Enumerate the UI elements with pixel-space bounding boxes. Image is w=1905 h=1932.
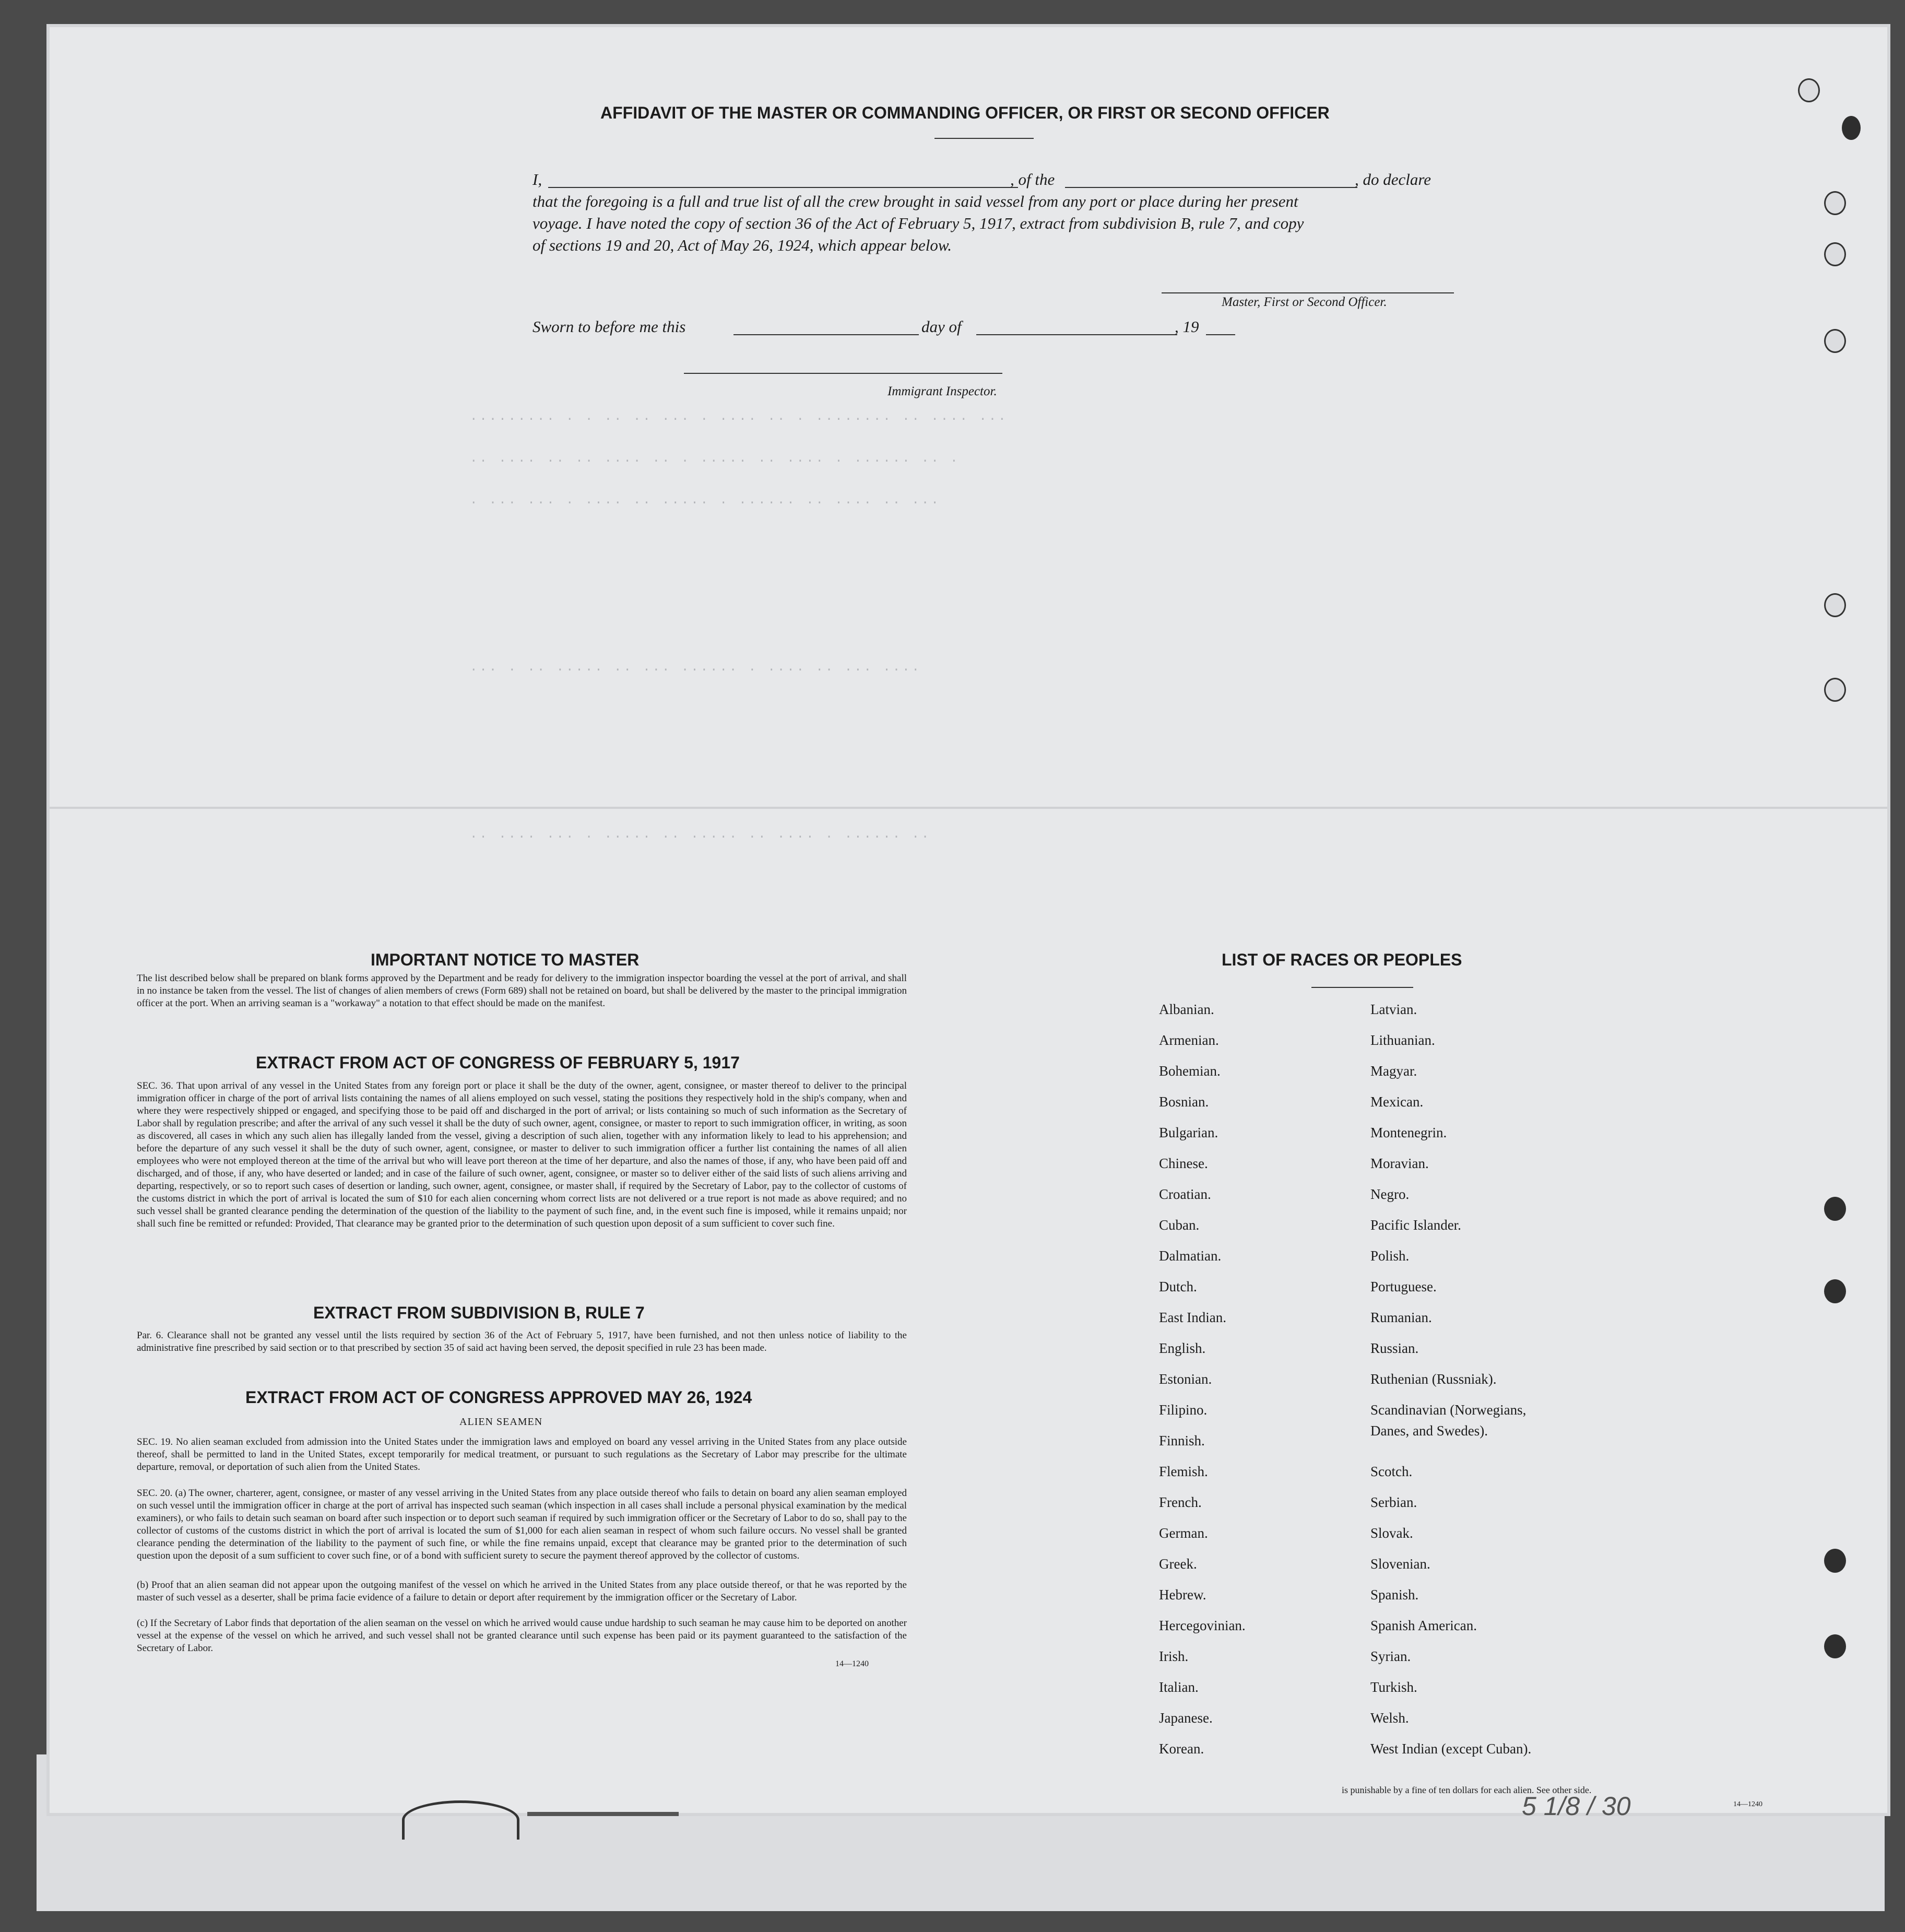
left-item: Dutch. bbox=[1159, 1279, 1197, 1294]
left-item: Albanian. bbox=[1159, 1002, 1214, 1017]
affidavit-i: I, bbox=[533, 170, 542, 189]
left-item: Filipino. bbox=[1159, 1402, 1208, 1418]
bleed-through-row: ········· · · ·· ·· ··· · ···· ·· · ········ ·· ···· ··· bbox=[470, 413, 1008, 427]
notice-body: The list described below shall be prepared on blank forms approved by the Department and be ready for delivery to the immigration inspector boarding the vessel at the port of arrival, and shall in no instance be taken from the vessel. The list of changes of alien members of crews (Form 689) shall not be retained on board, but shall be delivered by the master to the principal immigration officer at the port. When an arriving seaman is a "workaway" a notation to that effect should be made on the manifest. bbox=[137, 973, 907, 1009]
races-title: LIST OF RACES OR PEOPLES bbox=[1222, 950, 1462, 969]
right-item: Pacific Islander. bbox=[1370, 1217, 1461, 1233]
binder-hole bbox=[1842, 116, 1861, 140]
right-item: West Indian (except Cuban). bbox=[1370, 1741, 1532, 1757]
fine-note: is punishable by a fine of ten dollars for each alien. See other side. bbox=[1342, 1785, 1592, 1795]
right-item: Negro. bbox=[1370, 1186, 1410, 1202]
left-item: Finnish. bbox=[1159, 1433, 1205, 1448]
left-item: Dalmatian. bbox=[1159, 1248, 1222, 1264]
binder-hole bbox=[1824, 678, 1846, 702]
right-item: Portuguese. bbox=[1370, 1279, 1437, 1294]
right-item: Mexican. bbox=[1370, 1094, 1424, 1110]
right-item: Latvian. bbox=[1370, 1002, 1417, 1017]
subdivision-title: EXTRACT FROM SUBDIVISION B, RULE 7 bbox=[313, 1303, 645, 1322]
sworn-label: Sworn to before me this bbox=[533, 317, 686, 336]
right-item: Polish. bbox=[1370, 1248, 1410, 1264]
affidavit-title: AFFIDAVIT OF THE MASTER OR COMMANDING OFFICER, OR FIRST OR SECOND OFFICER bbox=[600, 103, 1330, 122]
right-item: Turkish. bbox=[1370, 1679, 1417, 1695]
extract-1924-title: EXTRACT FROM ACT OF CONGRESS APPROVED MAY 26, 1924 bbox=[245, 1388, 752, 1407]
bleed-through-row: · ··· ··· · ···· ·· ····· · ······ ·· ···· ·· ··· bbox=[470, 496, 941, 510]
subdivision-body: Par. 6. Clearance shall not be granted any vessel until the lists required by section 36 of the Act of February 5, 1917, have been furnished, and not then unless notice of liability to the administrative fine prescribed by said section or to that prescribed by section 35 of said act having been served, the deposit specified in rule 23 has been made. bbox=[137, 1330, 907, 1353]
handwritten-number: 5 1/8 / 30 bbox=[1522, 1792, 1631, 1821]
title-rule bbox=[934, 138, 1034, 139]
affidavit-line2: voyage. I have noted the copy of section 36 of the Act of February 5, 1917, extract from subdivision B, rule 7, and copy bbox=[533, 214, 1304, 232]
left-item: Bulgarian. bbox=[1159, 1125, 1218, 1140]
left-item: Cuban. bbox=[1159, 1217, 1200, 1233]
sec19-body: SEC. 19. No alien seaman excluded from admission into the United States under the immigration laws and employed on board any vessel arriving in the United States from any place outside thereof, shall be permitted to land in the United States, except temporarily for medical treatment, or pursuant to such regulations as the Secretary of Labor may prescribe for the ultimate departure, removal, or deportation of such alien from the United States. bbox=[137, 1436, 907, 1472]
sworn-month-blank[interactable] bbox=[976, 334, 1177, 335]
binder-hole bbox=[1824, 191, 1846, 215]
sec20c-body: (c) If the Secretary of Labor finds that deportation of the alien seaman on the vessel on which he arrived would cause undue hardship to such seaman he may cause him to be deported on another vessel at the expense of the vessel on which he arrived, and such vessel shall not be granted clearance until such expense has been paid or its payment guaranteed to the satisfaction of the Secretary of Labor. bbox=[137, 1618, 907, 1654]
right-item: Spanish. bbox=[1370, 1587, 1419, 1603]
left-item: East Indian. bbox=[1159, 1310, 1226, 1325]
left-item: Italian. bbox=[1159, 1679, 1199, 1695]
bleed-through-row: ·· ···· ··· · ····· ·· ····· ·· ···· · ······ ·· bbox=[470, 830, 931, 844]
affidavit-of-the: , of the bbox=[1010, 170, 1055, 189]
left-item: Irish. bbox=[1159, 1648, 1189, 1664]
binder-hole bbox=[1824, 593, 1846, 617]
left-item: Hebrew. bbox=[1159, 1587, 1206, 1603]
right-item: Slovenian. bbox=[1370, 1556, 1430, 1572]
master-signature-label: Master, First or Second Officer. bbox=[1222, 295, 1387, 309]
affidavit-line1: that the foregoing is a full and true list of all the crew brought in said vessel from any port or place during her present bbox=[533, 192, 1298, 210]
year-blank[interactable] bbox=[1206, 334, 1235, 335]
left-item: Bosnian. bbox=[1159, 1094, 1209, 1110]
stamp-bar bbox=[527, 1812, 679, 1816]
right-item: Scandinavian (Norwegians, bbox=[1370, 1402, 1527, 1418]
left-item: Bohemian. bbox=[1159, 1063, 1221, 1079]
right-item: Ruthenian (Russniak). bbox=[1370, 1371, 1497, 1387]
alien-seamen-subtitle: ALIEN SEAMEN bbox=[459, 1416, 543, 1428]
left-item: German. bbox=[1159, 1525, 1208, 1541]
left-item: Hercegovinian. bbox=[1159, 1618, 1246, 1633]
right-item: Danes, and Swedes). bbox=[1370, 1423, 1488, 1439]
left-item: Greek. bbox=[1159, 1556, 1197, 1572]
right-item: Magyar. bbox=[1370, 1063, 1417, 1079]
binder-hole bbox=[1824, 1279, 1846, 1303]
extract-1917-body: SEC. 36. That upon arrival of any vessel in the United States from any foreign port or place it shall be the duty of the owner, agent, consignee, or master thereof to deliver to the principal immigration officer in charge of the port of arrival lists containing the names of all aliens employed on such vessel, stating the positions they respectively hold in the ship's company, when and where they were respectively shipped or engaged, and specifying those to be paid off and discharged in the port of arrival; or lists containing so much of such information as the Secretary of Labor shall by regulation prescribe; and after the arrival of any such vessel it shall be the duty of such owner, agent, consignee, or master to report to such immigration officer, in writing, as soon as discovered, all cases in which any such alien has illegally landed from the vessel, giving a description of such alien, together with any information likely to lead to his apprehension; and before the departure of any such vessel it shall be the duty of such owner, agent, consignee, or master to deliver to such immigration officer a further list containing the names of all alien employees who were not employed thereon at the time of the arrival but who will leave port thereon at the time of her departure, and also the names of those, if any, who have been paid off and discharged, and of those, if any, who have deserted or landed; and in case of the failure of such owner, agent, consignee, or master so to deliver either of the said lists of such aliens arriving and departing, respectively, or so to report such cases of desertion or landing, such owner, agent, consignee, or master shall, if required by the Secretary of Labor, pay to the collector of customs of the customs district in which the port of arrival is located the sum of $10 for each alien concerning whom correct lists are not delivered or a true report is not made as above required; and no such vessel shall be granted clearance pending the determination of the question of the liability to the payment of such fine, and, in the event such fine is imposed, while it remains unpaid; nor shall such fine be remitted or refunded: Provided, That clearance may be granted prior to the determination of such question upon deposit of a sum sufficient to cover such fine. bbox=[137, 1080, 907, 1229]
stamp-seal bbox=[402, 1800, 519, 1840]
left-item: Armenian. bbox=[1159, 1032, 1219, 1048]
left-item: Chinese. bbox=[1159, 1156, 1208, 1171]
binder-hole bbox=[1824, 1634, 1846, 1658]
form-number: 14—1240 bbox=[835, 1659, 869, 1668]
affidavit-line3: of sections 19 and 20, Act of May 26, 1924, which appear below. bbox=[533, 236, 952, 254]
binder-hole bbox=[1824, 329, 1846, 353]
page-fold bbox=[50, 807, 1887, 809]
left-item: Japanese. bbox=[1159, 1710, 1213, 1726]
bleed-through-row: ··· · ·· ····· ·· ··· ······ · ···· ·· ··· ···· bbox=[470, 663, 921, 677]
left-item: Korean. bbox=[1159, 1741, 1204, 1757]
right-item: Russian. bbox=[1370, 1340, 1419, 1356]
right-item: Welsh. bbox=[1370, 1710, 1409, 1726]
right-item: Serbian. bbox=[1370, 1494, 1417, 1510]
affidavit-do-declare: , do declare bbox=[1355, 170, 1431, 189]
left-item: Flemish. bbox=[1159, 1464, 1208, 1479]
name-blank[interactable] bbox=[548, 187, 1018, 188]
sworn-day-blank[interactable] bbox=[733, 334, 919, 335]
races-rule bbox=[1311, 987, 1413, 988]
right-item: Syrian. bbox=[1370, 1648, 1411, 1664]
binder-hole bbox=[1798, 78, 1820, 102]
right-item: Rumanian. bbox=[1370, 1310, 1432, 1325]
binder-hole bbox=[1824, 1549, 1846, 1573]
footer-form-number: 14—1240 bbox=[1733, 1800, 1762, 1808]
left-item: Estonian. bbox=[1159, 1371, 1212, 1387]
right-item: Slovak. bbox=[1370, 1525, 1413, 1541]
day-of-label: day of bbox=[921, 317, 962, 336]
extract-1917-title: EXTRACT FROM ACT OF CONGRESS OF FEBRUARY 5, 1917 bbox=[256, 1053, 740, 1072]
inspector-label: Immigrant Inspector. bbox=[888, 384, 997, 398]
sec20a-body: SEC. 20. (a) The owner, charterer, agent, consignee, or master of any vessel arriving in the United States from any place outside thereof who fails to detain on board any alien seaman employed on such vessel until the immigration officer in charge at the port of arrival has inspected such seaman (which inspection in all cases shall include a personal physical examination by the medical examiners), or who fails to detain such seaman on board after such inspection or to deport such seaman if required by such immigration officer or the Secretary of Labor to do so, shall pay to the collector of customs of the customs district in which the port of arrival is located the sum of $1,000 for each alien seaman in respect of whom such failure occurs. No vessel shall be granted clearance pending the determination of the liability to the payment of such fine, or while the fine remains unpaid, except that clearance may be granted prior to the determination of such question upon the deposit of a sum sufficient to cover such fine, or of a bond with sufficient surety to secure the payment thereof approved by the collector of customs. bbox=[137, 1488, 907, 1561]
inspector-signature-line[interactable] bbox=[684, 373, 1002, 374]
right-item: Moravian. bbox=[1370, 1156, 1429, 1171]
right-item: Montenegrin. bbox=[1370, 1125, 1447, 1140]
right-item: Scotch. bbox=[1370, 1464, 1413, 1479]
sec20b-body: (b) Proof that an alien seaman did not appear upon the outgoing manifest of the vessel on which he arrived in the United States from any place outside thereof, or that he was reported by the master of such vessel as a deserter, shall be prima facie evidence of a failure to detain or deport after requirement by the immigration officer or the Secretary of Labor. bbox=[137, 1580, 907, 1603]
master-signature-line[interactable] bbox=[1162, 292, 1454, 293]
binder-hole bbox=[1824, 242, 1846, 266]
bleed-through-row: ·· ···· ·· ·· ···· ·· · ····· ·· ···· · ······ ·· · bbox=[470, 454, 960, 468]
binder-hole bbox=[1824, 1197, 1846, 1221]
year-label: , 19 bbox=[1175, 317, 1199, 336]
vessel-blank[interactable] bbox=[1065, 187, 1357, 188]
left-item: French. bbox=[1159, 1494, 1202, 1510]
left-item: English. bbox=[1159, 1340, 1206, 1356]
right-item: Lithuanian. bbox=[1370, 1032, 1435, 1048]
left-item: Croatian. bbox=[1159, 1186, 1211, 1202]
notice-title: IMPORTANT NOTICE TO MASTER bbox=[371, 950, 640, 969]
right-item: Spanish American. bbox=[1370, 1618, 1477, 1633]
